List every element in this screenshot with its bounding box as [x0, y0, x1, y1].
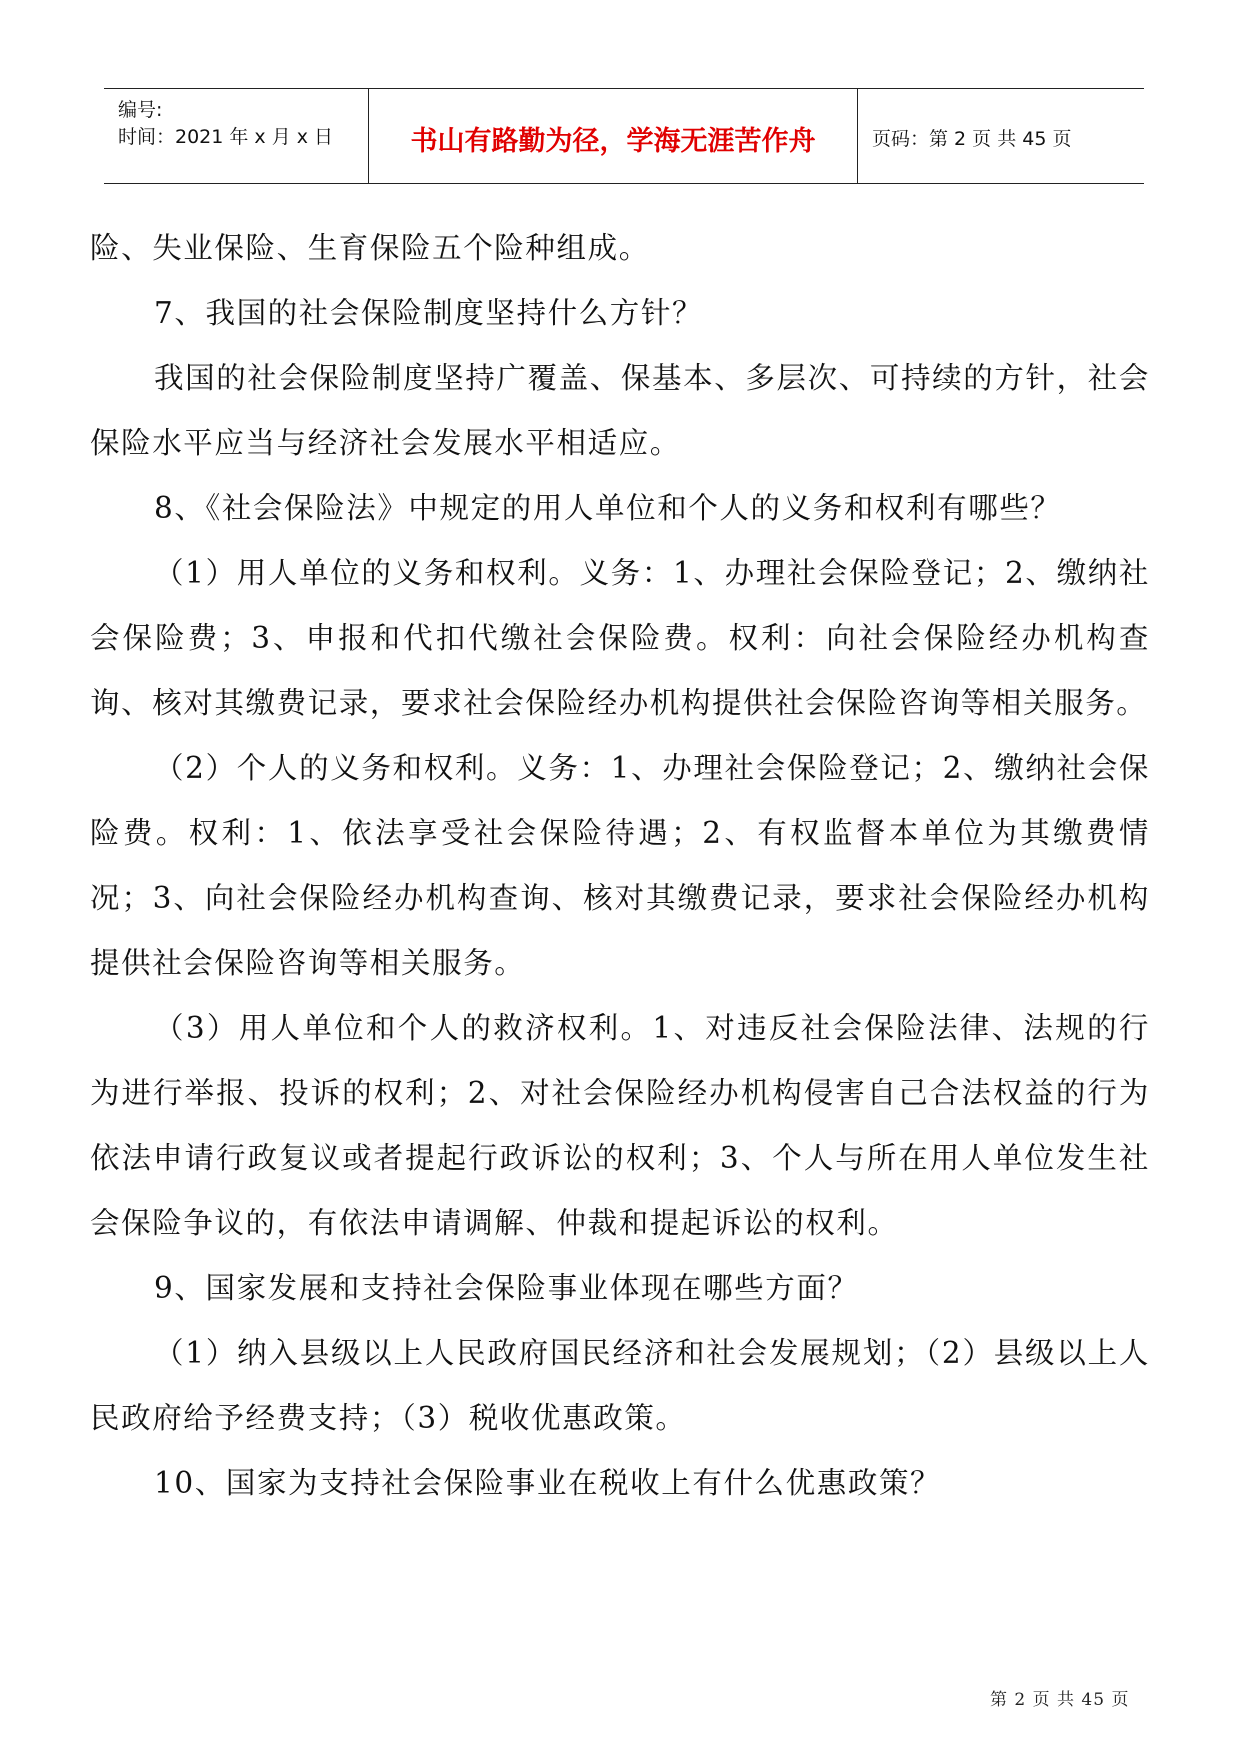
paragraph: （3）用人单位和个人的救济权利。1、对违反社会保险法律、法规的行为进行举报、投诉的权利；2、对社会保险经办机构侵害自己合法权益的行为依法申请行政复议或者提起行政诉讼的权利；3、个人与所在用人单位发生社会保险争议的，有依法申请调解、仲裁和提起诉讼的权利。 — [90, 1011, 1150, 1240]
paragraph: （2）个人的义务和权利。义务：1、办理社会保险登记；2、缴纳社会保险费。权利：1、依法享受社会保险待遇；2、有权监督本单位为其缴费情况；3、向社会保险经办机构查询、核对其缴费记录，要求社会保险经办机构提供社会保险咨询等相关服务。 — [90, 751, 1150, 980]
document-time: 时间：2021 年 x 月 x 日 — [118, 126, 334, 148]
paragraph: （1）纳入县级以上人民政府国民经济和社会发展规划；（2）县级以上人民政府给予经费支持；（3）税收优惠政策。 — [90, 1336, 1150, 1435]
paragraph: 我国的社会保险制度坚持广覆盖、保基本、多层次、可持续的方针，社会保险水平应当与经济社会发展水平相适应。 — [90, 361, 1150, 460]
question-heading: 10、国家为支持社会保险事业在税收上有什么优惠政策？ — [154, 1466, 942, 1500]
header-motto: 书山有路勤为径，学海无涯苦作舟 — [410, 126, 816, 157]
header-page-cell — [858, 89, 1144, 183]
question-heading: 7、我国的社会保险制度坚持什么方针？ — [154, 296, 704, 330]
paragraph: （1）用人单位的义务和权利。义务：1、办理社会保险登记；2、缴纳社会保险费；3、申报和代扣代缴社会保险费。权利：向社会保险经办机构查询、核对其缴费记录，要求社会保险经办机构提供社会保险咨询等相关服务。 — [90, 556, 1150, 720]
header-page-code: 页码：第 2 页 共 45 页 — [872, 128, 1072, 150]
question-heading: 8、《社会保险法》中规定的用人单位和个人的义务和权利有哪些？ — [154, 491, 1062, 525]
page-footer: 第 2 页 共 45 页 — [990, 1690, 1130, 1710]
header-motto-cell — [368, 89, 858, 183]
document-number-label: 编号: — [118, 99, 163, 121]
document-body — [90, 216, 1150, 1516]
page-header — [104, 88, 1144, 184]
paragraph: 险、失业保险、生育保险五个险种组成。 — [90, 231, 650, 265]
question-heading: 9、国家发展和支持社会保险事业体现在哪些方面？ — [154, 1271, 859, 1305]
header-info-cell — [104, 89, 368, 183]
